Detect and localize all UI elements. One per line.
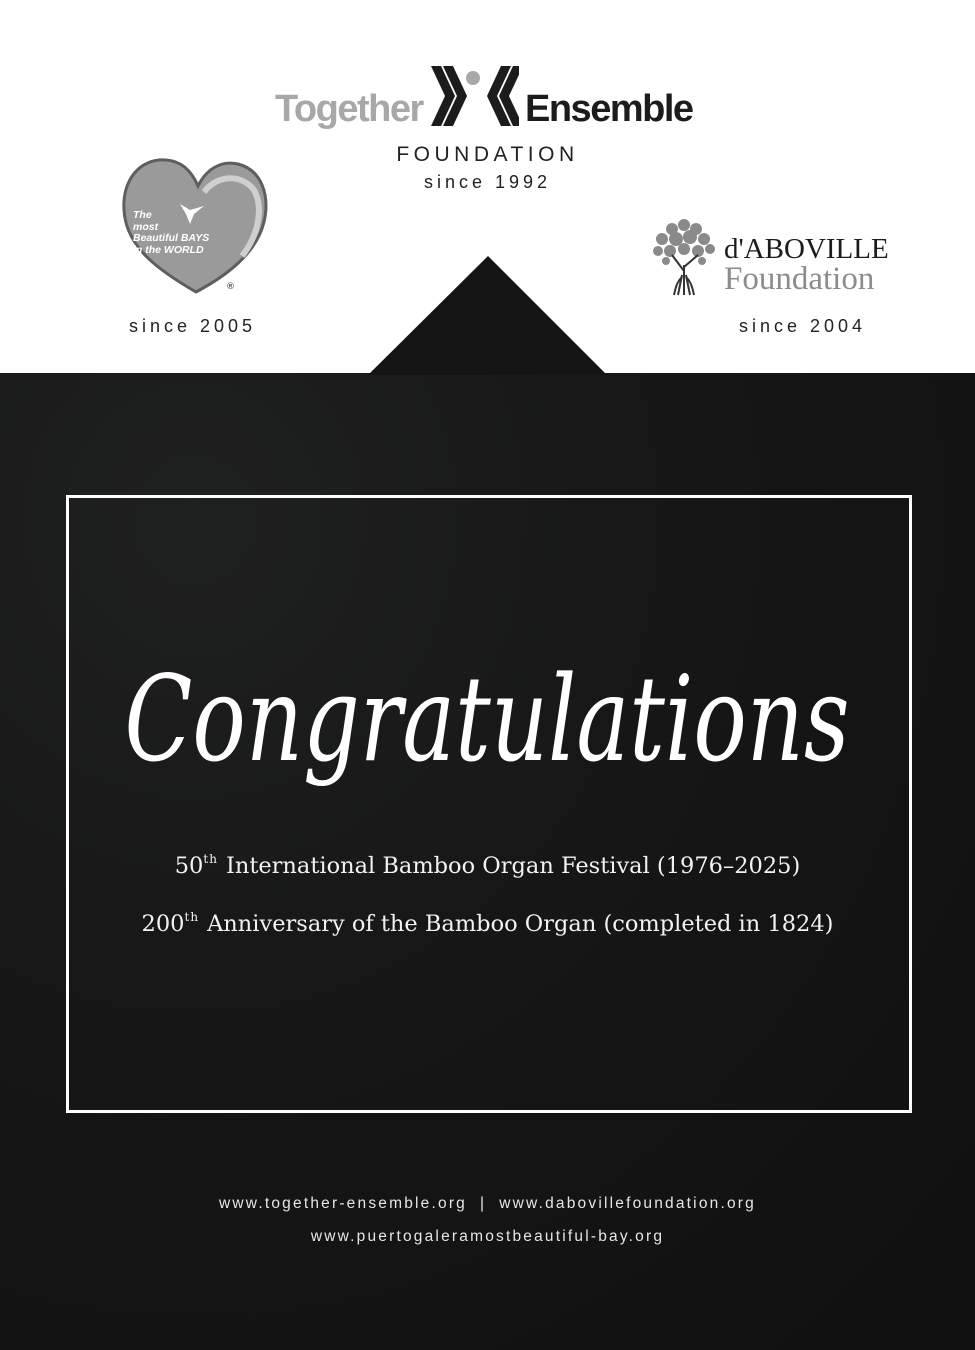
festival-line	[0, 852, 975, 879]
most-beautiful-bays-logo	[118, 152, 273, 297]
line2-text: Anniversary of the Bamboo Organ (completed in 1824)	[207, 911, 834, 937]
bays-text-line: The	[133, 209, 152, 221]
bays-text-line: in the WORLD	[133, 243, 204, 256]
line1-suffix: th	[203, 852, 218, 866]
line2-number: 200	[141, 911, 185, 937]
since-1992-label: since 1992	[423, 172, 552, 192]
daboville-name: d'ABOVILLE	[724, 233, 889, 265]
ensemble-word: Ensemble	[525, 88, 693, 130]
congratulations-text: Congratulations	[124, 650, 850, 788]
tree-icon	[648, 215, 726, 297]
bays-text-line: Beautiful BAYS	[133, 232, 210, 244]
daboville-logo	[648, 215, 913, 300]
line1-text: International Bamboo Organ Festival (1976–2025)	[225, 853, 801, 879]
line2-suffix: th	[184, 910, 200, 924]
footer-urls-line2[interactable]: www.puertogaleramostbeautiful-bay.org	[310, 1228, 665, 1245]
since-2004-label: since 2004	[738, 316, 867, 336]
foundation-label: FOUNDATION	[396, 143, 579, 166]
bays-text-line: most	[133, 220, 159, 233]
footer-urls-line1[interactable]: www.together-ensemble.org | www.dabovillefoundation.org	[219, 1195, 756, 1212]
since-2005-label: since 2005	[128, 316, 257, 336]
registered-mark: ®	[226, 282, 235, 292]
congratulations-headline	[115, 585, 860, 825]
daboville-foundation-word: Foundation	[724, 261, 875, 297]
bays-text	[133, 210, 209, 256]
ensemble-mark-icon	[427, 64, 519, 126]
line1-number: 50	[174, 853, 204, 879]
anniversary-line	[0, 910, 975, 937]
together-word: Together	[275, 88, 423, 130]
together-ensemble-logo	[275, 62, 695, 132]
